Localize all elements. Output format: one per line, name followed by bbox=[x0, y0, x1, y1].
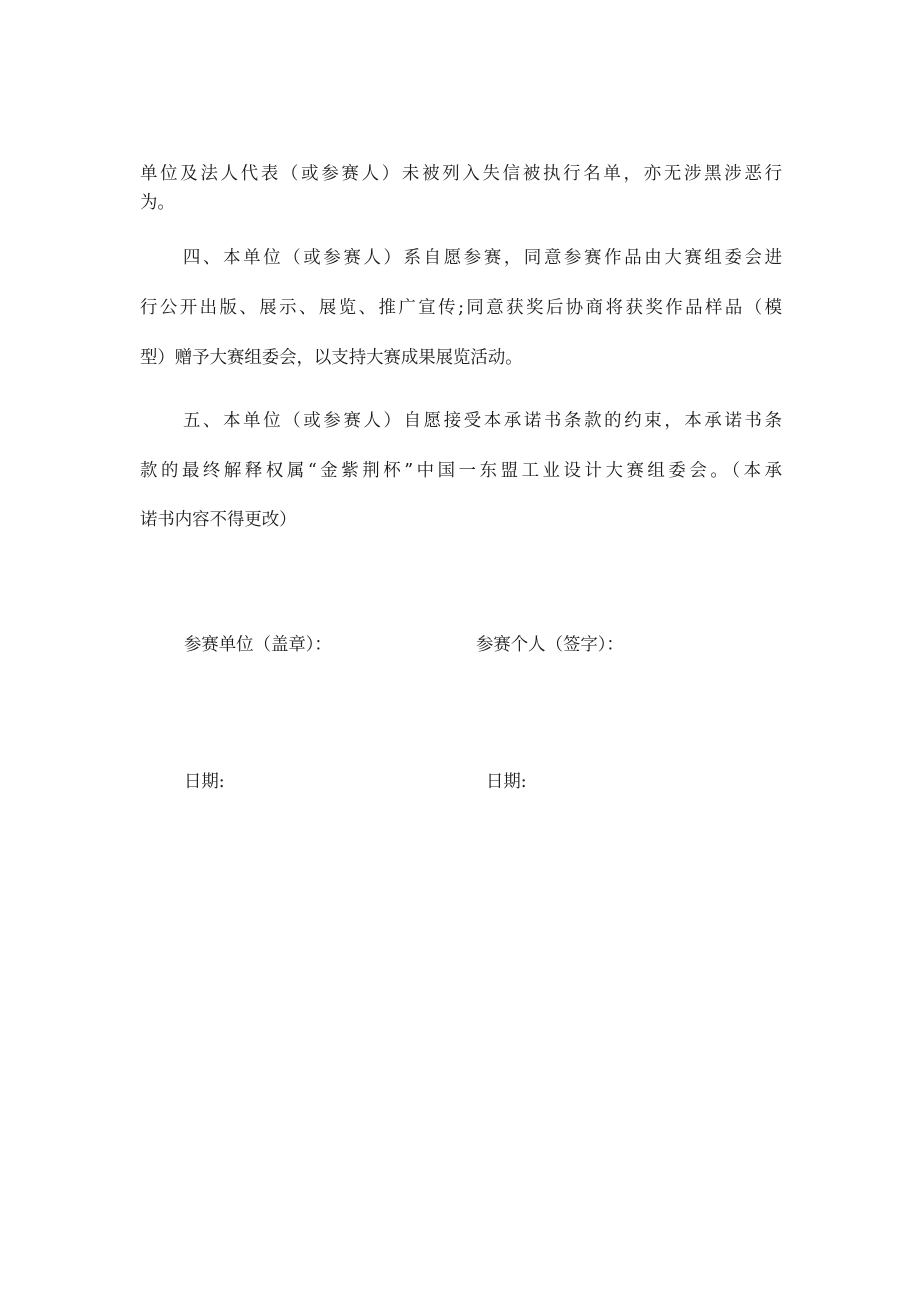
unit-seal-label: 参赛单位（盖章）： bbox=[184, 635, 332, 655]
paragraph-line: 单位及法人代表（或参赛人）未被列入失信被执行名单，亦无涉黑涉恶行 bbox=[140, 164, 782, 184]
paragraph-line: 款的最终解释权属“金紫荆杯”中国一东盟工业设计大赛组委会。（本承 bbox=[140, 461, 782, 481]
paragraph-line: 五、本单位（或参赛人）自愿接受本承诺书条款的约束，本承诺书条 bbox=[183, 411, 782, 431]
paragraph-line: 型）赠予大赛组委会，以支持大赛成果展览活动。 bbox=[140, 348, 523, 368]
paragraph-line: 为。 bbox=[140, 193, 175, 213]
person-date-label: 日期: bbox=[486, 772, 527, 792]
person-signature-label: 参赛个人（签字）： bbox=[476, 635, 624, 655]
unit-date-label: 日期: bbox=[184, 772, 225, 792]
paragraph-line: 诺书内容不得更改） bbox=[140, 510, 297, 530]
paragraph-line: 四、本单位（或参赛人）系自愿参赛，同意参赛作品由大赛组委会进 bbox=[183, 248, 782, 268]
paragraph-line: 行公开出版、展示、展览、推广宣传;同意获奖后协商将获奖作品样品（模 bbox=[140, 298, 782, 318]
